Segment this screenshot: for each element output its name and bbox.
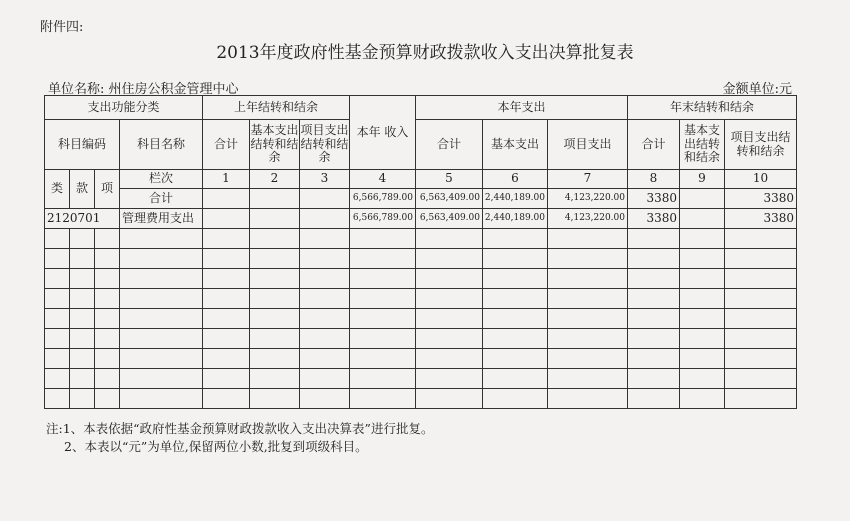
row-income: 6,566,789.00 xyxy=(350,209,416,229)
header-expense: 本年支出 xyxy=(416,96,628,120)
header-year-end: 年末结转和结余 xyxy=(628,96,797,120)
total-end-total: 3380 xyxy=(628,189,680,209)
row-end-project: 3380 xyxy=(725,209,797,229)
header-lei: 类 xyxy=(45,170,70,209)
approval-table xyxy=(44,95,797,409)
header-exp-basic: 基本支出 xyxy=(483,120,548,170)
col-num: 8 xyxy=(628,170,680,189)
empty-row xyxy=(45,269,797,289)
total-exp-total: 6,563,409.00 xyxy=(416,189,483,209)
header-prev-project: 项目支出结转和结余 xyxy=(300,120,350,170)
header-exp-total: 合计 xyxy=(416,120,483,170)
empty-row xyxy=(45,329,797,349)
header-end-basic: 基本支出结转和结余 xyxy=(680,120,725,170)
row-exp-basic: 2,440,189.00 xyxy=(483,209,548,229)
total-income: 6,566,789.00 xyxy=(350,189,416,209)
header-prev-basic: 基本支出结转和结余 xyxy=(250,120,300,170)
header-prev-total: 合计 xyxy=(203,120,250,170)
total-row xyxy=(45,189,797,209)
col-num: 1 xyxy=(203,170,250,189)
total-label: 合计 xyxy=(120,189,203,209)
header-exp-project: 项目支出 xyxy=(548,120,628,170)
col-num: 6 xyxy=(483,170,548,189)
empty-row xyxy=(45,249,797,269)
header-income: 本年 收入 xyxy=(350,96,416,170)
total-end-project: 3380 xyxy=(725,189,797,209)
header-end-total: 合计 xyxy=(628,120,680,170)
header-xiang: 项 xyxy=(95,170,120,209)
col-num: 5 xyxy=(416,170,483,189)
empty-row xyxy=(45,309,797,329)
page-title: 2013年度政府性基金预算财政拨款收入支出决算批复表 xyxy=(216,43,634,63)
notes xyxy=(46,420,433,456)
total-exp-project: 4,123,220.00 xyxy=(548,189,628,209)
col-num: 7 xyxy=(548,170,628,189)
header-func-class: 支出功能分类 xyxy=(45,96,203,120)
empty-row xyxy=(45,289,797,309)
table-row xyxy=(45,209,797,229)
col-num: 4 xyxy=(350,170,416,189)
row-end-total: 3380 xyxy=(628,209,680,229)
row-exp-project: 4,123,220.00 xyxy=(548,209,628,229)
attachment-label: 附件四: xyxy=(40,20,84,35)
header-prev-carry: 上年结转和结余 xyxy=(203,96,350,120)
row-code: 2120701 xyxy=(45,209,120,229)
col-num: 2 xyxy=(250,170,300,189)
header-subject-name: 科目名称 xyxy=(120,120,203,170)
header-lanci: 栏次 xyxy=(120,170,203,189)
col-num: 3 xyxy=(300,170,350,189)
col-num: 9 xyxy=(680,170,725,189)
amount-unit: 金额单位:元 xyxy=(722,82,792,97)
header-end-project: 项目支出结转和结余 xyxy=(725,120,797,170)
note-2: 2、本表以“元”为单位,保留两位小数,批复到项级科目。 xyxy=(64,439,368,454)
unit-name: 单位名称: 州住房公积金管理中心 xyxy=(48,82,239,97)
row-exp-total: 6,563,409.00 xyxy=(416,209,483,229)
empty-row xyxy=(45,349,797,369)
empty-row xyxy=(45,369,797,389)
empty-row xyxy=(45,389,797,409)
col-num: 10 xyxy=(725,170,797,189)
row-name: 管理费用支出 xyxy=(120,209,203,229)
total-exp-basic: 2,440,189.00 xyxy=(483,189,548,209)
header-subject-code: 科目编码 xyxy=(45,120,120,170)
header-kuan: 款 xyxy=(70,170,95,209)
note-1: 注:1、本表依据“政府性基金预算财政拨款收入支出决算表”进行批复。 xyxy=(46,421,434,436)
empty-row xyxy=(45,229,797,249)
